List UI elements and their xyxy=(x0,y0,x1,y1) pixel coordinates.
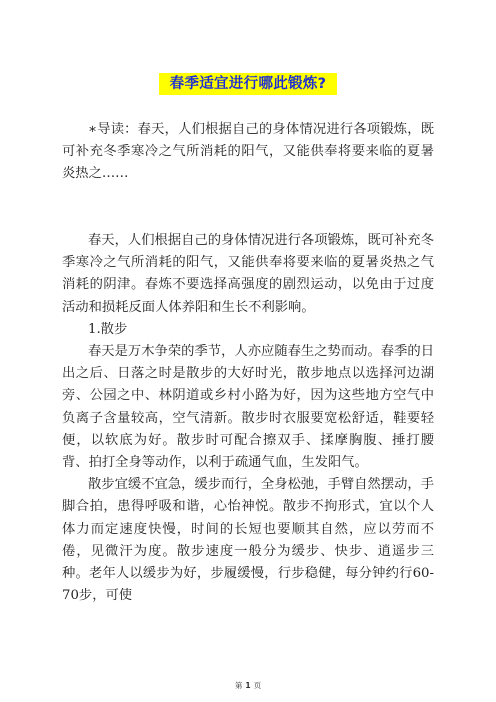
page-number: 1 xyxy=(245,681,251,690)
footer-prefix: 第 xyxy=(234,681,243,690)
section-heading: 1.散步 xyxy=(88,321,128,337)
body-paragraph: 散步宜缓不宜急，缓步而行，全身松弛，手臂自然摆动，手脚合拍，患得呼吸和谐，心怡神悦。散步不拘形式，宜以个人体力而定速度快慢，时间的长短也要顺其自然，应以劳而不倦，见微汗为度。散步速度一般分为缓步、快步、逍遥步三种。老年人以缓步为好，步履缓慢，行步稳健，每分钟约行60-70步，可使 xyxy=(62,477,434,604)
body-paragraph: 春天，人们根据自己的身体情况进行各项锻炼，既可补充冬季寒冷之气所消耗的阳气，又能供奉将要来临的夏暑炎热之气消耗的阴津。春炼不要选择高强度的剧烈运动，以免由于过度活动和损耗反面人体养阳和生长不利影响。 xyxy=(62,233,434,315)
intro-section xyxy=(62,119,434,186)
page-footer xyxy=(0,680,496,691)
article-body xyxy=(62,230,434,607)
body-paragraph: 春天是万木争荣的季节，人亦应随春生之势而动。春季的日出之后、日落之时是散步的大好时光，散步地点以选择河边湖旁、公园之中、林阴道或乡村小路为好，因为这些地方空气中负离子含量较高，空气清新。散步时衣服要宽松舒适，鞋要轻便，以软底为好。散步时可配合擦双手、揉摩胸腹、捶打腰背、拍打全身等动作，以利于疏通气血，生发阳气。 xyxy=(62,344,434,471)
intro-paragraph: ∗导读：春天，人们根据自己的身体情况进行各项锻炼，既可补充冬季寒冷之气所消耗的阳气，又能供奉将要来临的夏暑炎热之…… xyxy=(62,122,434,182)
page-title: 春季适宜进行哪此锻炼? xyxy=(169,76,327,92)
footer-suffix: 页 xyxy=(253,681,262,690)
